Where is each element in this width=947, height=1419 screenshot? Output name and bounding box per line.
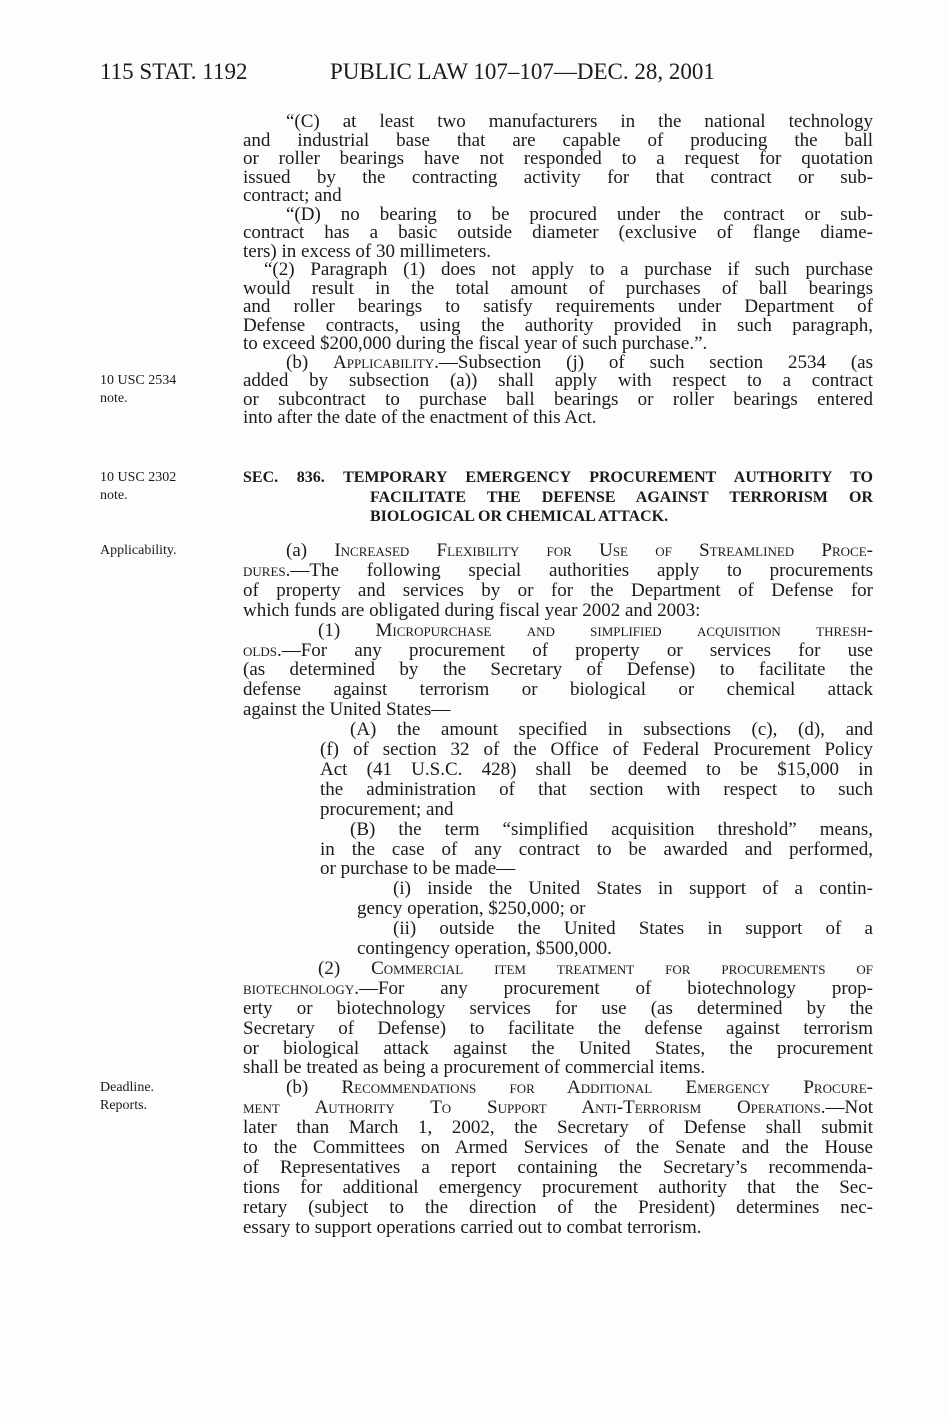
small-caps-heading: dures.	[243, 559, 291, 581]
text-line	[286, 1077, 873, 1099]
margin-note-applicability	[100, 542, 176, 560]
text-line: gency operation, $250,000; or	[357, 898, 586, 920]
text-line	[243, 560, 873, 582]
text-line: (A) the amount specified in subsections (c), (d), and	[350, 719, 873, 741]
text-line: added by subsection (a)) shall apply with respect to a contract	[243, 370, 873, 391]
text-line: the administration of that section with respect to such	[320, 778, 873, 800]
small-caps-heading: Recommendations for Additional Emergency Procure-	[341, 1077, 873, 1099]
text-line: into after the date of the enactment of this Act.	[243, 407, 597, 428]
text-segment: —The following special authorities apply to procurements	[290, 559, 873, 581]
text-line: later than March 1, 2002, the Secretary of Defense shall submit	[243, 1117, 873, 1139]
text-segment: (b)	[286, 351, 334, 373]
text-line: of property and services by or for the Department of Defense for	[243, 579, 873, 601]
text-line: and industrial base that are capable of producing the ball	[243, 129, 873, 151]
margin-note-line: note.	[100, 488, 128, 503]
margin-note-deadline-reports	[100, 1079, 154, 1115]
text-line: (ii) outside the United States in support of a	[393, 918, 873, 940]
text-line: Defense contracts, using the authority provided in such paragraph,	[243, 314, 873, 336]
text-line: or roller bearings have not responded to a request for quotation	[243, 148, 873, 169]
margin-note-line: 10 USC 2534	[100, 373, 177, 388]
margin-note-line: note.	[100, 391, 128, 406]
margin-note-line: Applicability.	[100, 543, 177, 558]
text-line: would result in the total amount of purchases of ball bearings	[243, 277, 873, 299]
text-line: which funds are obligated during fiscal year 2002 and 2003:	[243, 599, 701, 621]
running-header-law: PUBLIC LAW 107–107—DEC. 28, 2001	[330, 59, 715, 84]
text-line: against the United States—	[243, 699, 451, 721]
text-line: contract; and	[243, 185, 342, 206]
margin-note-line: Reports.	[100, 1098, 148, 1113]
text-segment: (1)	[318, 619, 376, 641]
text-line	[286, 540, 873, 562]
small-caps-heading: Increased Flexibility for Use of Streamlined Proce-	[334, 540, 873, 561]
text-line	[243, 640, 873, 662]
text-line: ters) in excess of 30 millimeters.	[243, 240, 491, 262]
section-heading-line: FACILITATE THE DEFENSE AGAINST TERRORISM OR	[370, 488, 873, 506]
small-caps-heading: Commercial item treatment for procurements of	[371, 957, 874, 979]
small-caps-heading: olds.	[243, 639, 282, 661]
text-segment: (2)	[318, 957, 372, 979]
text-line: Act (41 U.S.C. 428) shall be deemed to be $15,000 in	[320, 758, 873, 780]
text-line: or purchase to be made—	[320, 858, 516, 880]
text-line: to the Committees on Armed Services of the Senate and the House	[243, 1137, 873, 1158]
text-segment: —Subsection (j) of such section 2534 (as	[438, 351, 874, 373]
text-segment: —Not	[825, 1097, 873, 1119]
text-segment: (a)	[286, 540, 335, 561]
margin-note-line: 10 USC 2302	[100, 470, 177, 485]
margin-note-usc-2534	[100, 372, 176, 408]
text-line: or biological attack against the United States, the procurement	[243, 1037, 873, 1059]
text-line: essary to support operations carried out to combat terrorism.	[243, 1216, 702, 1238]
text-line	[243, 978, 873, 1000]
text-line	[243, 1097, 873, 1119]
text-line: “(2) Paragraph (1) does not apply to a purchase if such purchase	[264, 259, 873, 280]
text-line: (B) the term “simplified acquisition threshold” means,	[350, 818, 873, 840]
margin-note-usc-2302	[100, 469, 176, 505]
text-line: retary (subject to the direction of the President) determines nec-	[243, 1196, 873, 1218]
text-line: issued by the contracting activity for that contract or sub-	[243, 166, 873, 188]
text-segment: —For any procurement of property or services for use	[281, 639, 873, 661]
text-segment: —For any procurement of biotechnology prop-	[358, 977, 873, 999]
text-line: Secretary of Defense) to facilitate the defense against terrorism	[243, 1017, 873, 1039]
section-heading-line: SEC. 836. TEMPORARY EMERGENCY PROCUREMENT AUTHORITY TO	[243, 469, 873, 486]
text-line	[318, 620, 873, 642]
text-line: tions for additional emergency procurement authority that the Sec-	[243, 1176, 873, 1198]
text-line: (f) of section 32 of the Office of Federal Procurement Policy	[320, 739, 873, 760]
text-line: and roller bearings to satisfy requirements under Department of	[243, 296, 873, 317]
text-line: erty or biotechnology services for use (as determined by the	[243, 997, 873, 1019]
text-line: (as determined by the Secretary of Defense) to facilitate the	[243, 659, 873, 681]
margin-note-line: Deadline.	[100, 1080, 155, 1095]
text-line: or subcontract to purchase ball bearings or roller bearings entered	[243, 388, 873, 410]
text-line: contract has a basic outside diameter (exclusive of flange diame-	[243, 222, 873, 243]
small-caps-heading: ment Authority To Support Anti-Terrorism Operations.	[243, 1097, 826, 1119]
small-caps-heading: biotechnology.	[243, 977, 359, 999]
text-line: defense against terrorism or biological or chemical attack	[243, 679, 873, 701]
text-line: (i) inside the United States in support of a contin-	[393, 878, 873, 900]
text-line: “(C) at least two manufacturers in the national technology	[286, 111, 873, 132]
text-line: procurement; and	[320, 798, 454, 820]
text-line: in the case of any contract to be awarded and performed,	[320, 838, 873, 860]
text-segment: (b)	[286, 1077, 342, 1099]
text-line: contingency operation, $500,000.	[357, 938, 612, 959]
text-line	[318, 958, 873, 980]
small-caps-heading: Applicability.	[333, 351, 439, 373]
text-line: “(D) no bearing to be procured under the contract or sub-	[286, 203, 873, 225]
section-heading-line: BIOLOGICAL OR CHEMICAL ATTACK.	[370, 508, 669, 525]
page-stat-citation: 115 STAT. 1192	[100, 59, 248, 84]
text-line: shall be treated as being a procurement of commercial items.	[243, 1057, 706, 1079]
text-line: of Representatives a report containing the Secretary’s recommenda-	[243, 1156, 873, 1178]
small-caps-heading: Micropurchase and simplified acquisition thresh-	[375, 619, 874, 641]
text-line: to exceed $200,000 during the fiscal year of such purchase.”.	[243, 333, 708, 354]
